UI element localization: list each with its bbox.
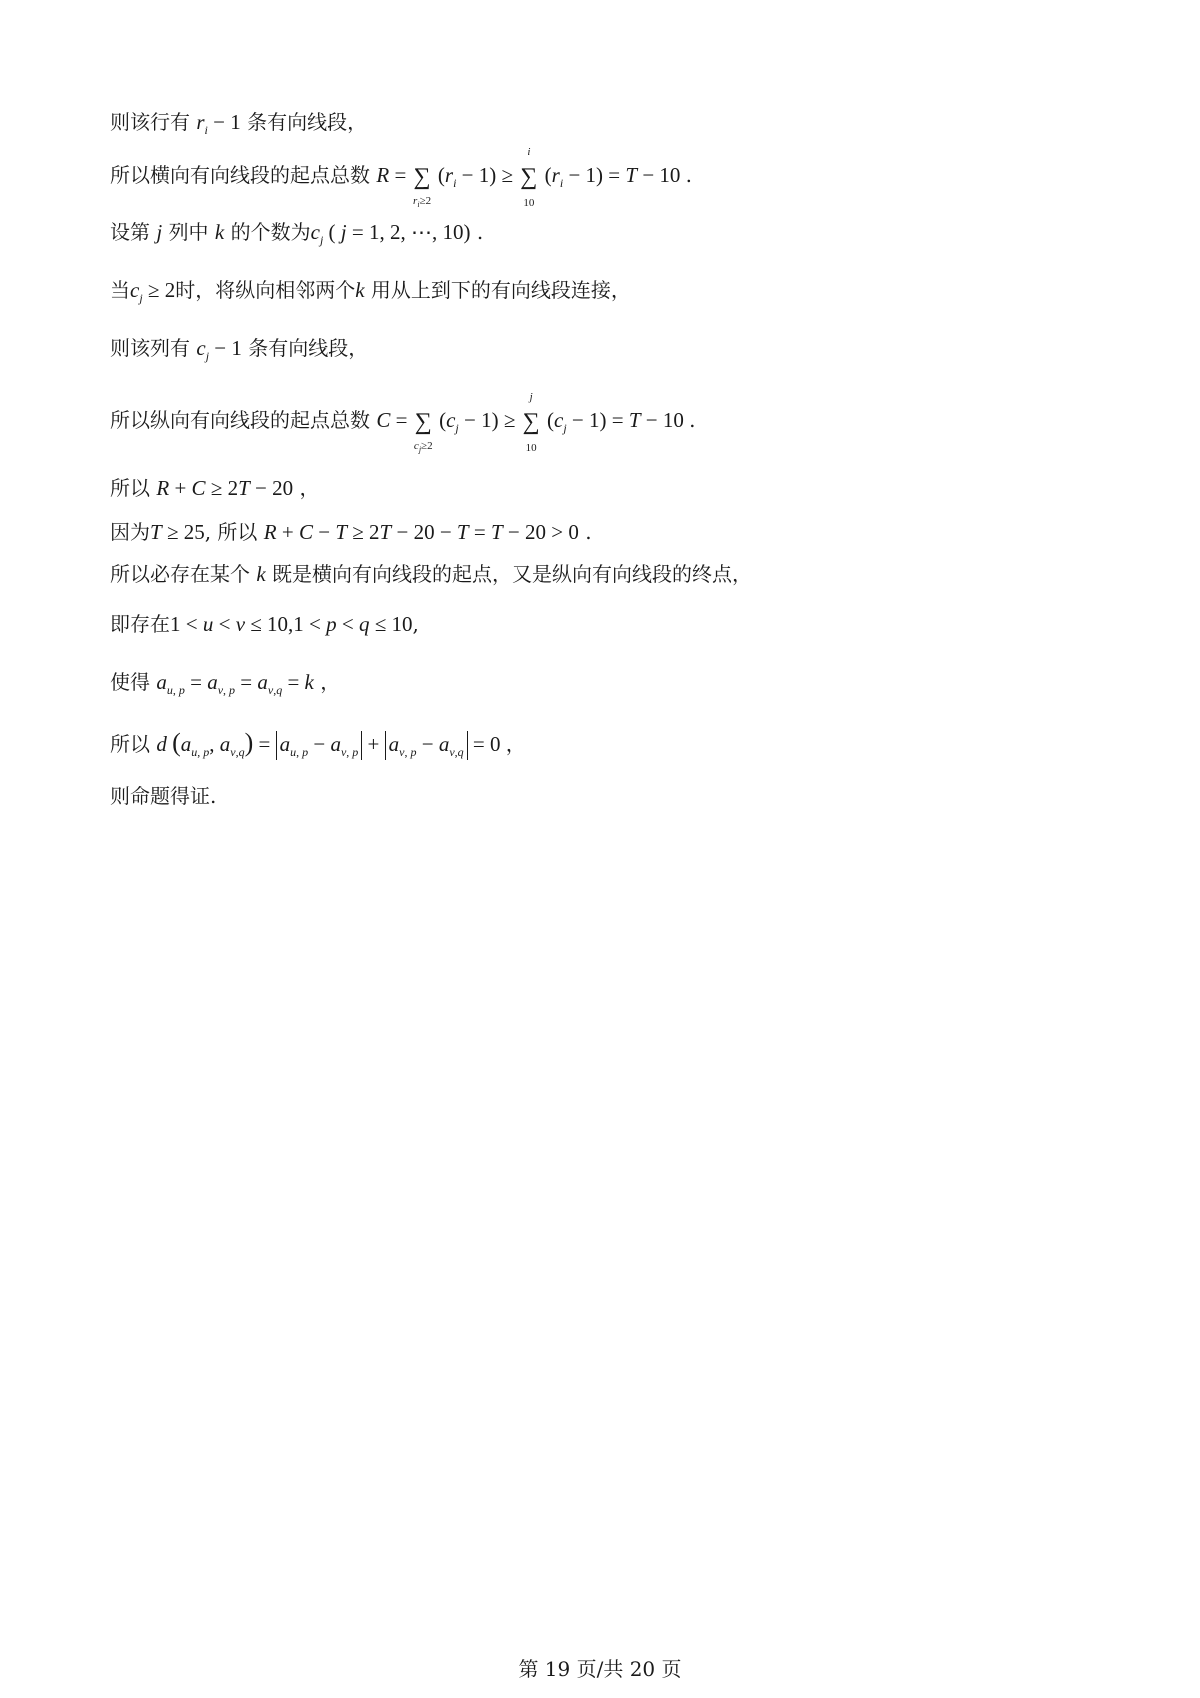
text: 则该列有 xyxy=(110,336,190,360)
text-line-13 xyxy=(110,786,216,806)
text: , 所以 xyxy=(204,520,258,544)
text: ， xyxy=(505,732,526,756)
text-line-7 xyxy=(110,478,319,499)
text: 时，将纵向相邻两个 xyxy=(175,278,356,302)
math: j xyxy=(156,220,163,244)
text: 用从上到下的有向线段连接， xyxy=(370,278,631,302)
text: ， xyxy=(320,670,341,694)
text: ， xyxy=(299,476,320,500)
text: 因为 xyxy=(110,520,150,544)
text-line-5 xyxy=(110,338,368,362)
math: k xyxy=(256,562,266,586)
text: 所以 xyxy=(110,476,150,500)
text: 所以必存在某个 xyxy=(110,562,250,586)
math: $c_j \ge 2$ xyxy=(130,278,176,306)
text: 所以纵向有向线段的起点总数 xyxy=(110,408,370,432)
text: 当 xyxy=(110,278,130,302)
text-line-12 xyxy=(110,730,526,760)
text-line-10 xyxy=(110,614,419,635)
math: d ($a_{u, p}$, $a_{v,q}) = a_{u, p} - a_{v, p} + a_{v, p} - a_{v,q} = 0$ xyxy=(156,728,506,760)
math: $c_j - 1$ xyxy=(196,336,242,364)
math: 1 < u < v ≤ 10,1 < p < q ≤ 10 xyxy=(170,612,413,636)
math: k xyxy=(214,220,225,244)
text-line-6 xyxy=(110,391,696,455)
text-line-1 xyxy=(110,112,367,136)
text-line-4 xyxy=(110,280,631,304)
text: 所以 xyxy=(110,732,150,756)
math: R = ∑ $r_i\ge 2$ $(r_i - 1)$ ≥ i ∑ 10 $(r_i - 1) = T - 10$ xyxy=(376,146,686,210)
text: 则命题得证. xyxy=(110,784,217,808)
math: $a_{u, p} = a_{v, p} = a_{v,q} = k$ xyxy=(156,670,314,698)
text-line-3 xyxy=(110,222,483,246)
text: . xyxy=(476,220,484,244)
page-number: 第 19 页/共 20 页 xyxy=(518,1657,682,1681)
text-line-9 xyxy=(110,564,752,585)
text: 使得 xyxy=(110,670,150,694)
math: C = ∑ $c_j\ge 2$ $(c_j - 1)$ ≥ j ∑ 10 $(c_j - 1) = T - 10$ xyxy=(376,391,690,455)
text: 设第 xyxy=(110,220,150,244)
text: 列中 xyxy=(168,220,209,244)
text-line-11 xyxy=(110,672,340,696)
text-line-8 xyxy=(110,522,592,543)
math: $c_j$ ( j = 1, 2, ⋯, 10) xyxy=(310,220,471,248)
text: . xyxy=(689,408,696,432)
math: $r_i - 1$ xyxy=(196,110,241,138)
math: k xyxy=(355,278,365,302)
text: , xyxy=(412,612,419,636)
text: . xyxy=(685,163,693,187)
text: 的个数为 xyxy=(230,220,311,244)
text: 条有向线段， xyxy=(247,110,368,134)
text: 所以横向有向线段的起点总数 xyxy=(110,163,370,187)
text: 条有向线段， xyxy=(248,336,369,360)
text: 既是横向有向线段的起点，又是纵向有向线段的终点， xyxy=(272,562,753,586)
text-line-2 xyxy=(110,146,693,210)
text: 则该行有 xyxy=(110,110,190,134)
math: T ≥ 25 xyxy=(150,520,205,544)
math: R + C − T ≥ 2T − 20 − T = T − 20 > 0 xyxy=(263,520,579,544)
text: . xyxy=(585,520,592,544)
text: 即存在 xyxy=(110,612,170,636)
math: R + C ≥ 2T − 20 xyxy=(156,476,294,500)
